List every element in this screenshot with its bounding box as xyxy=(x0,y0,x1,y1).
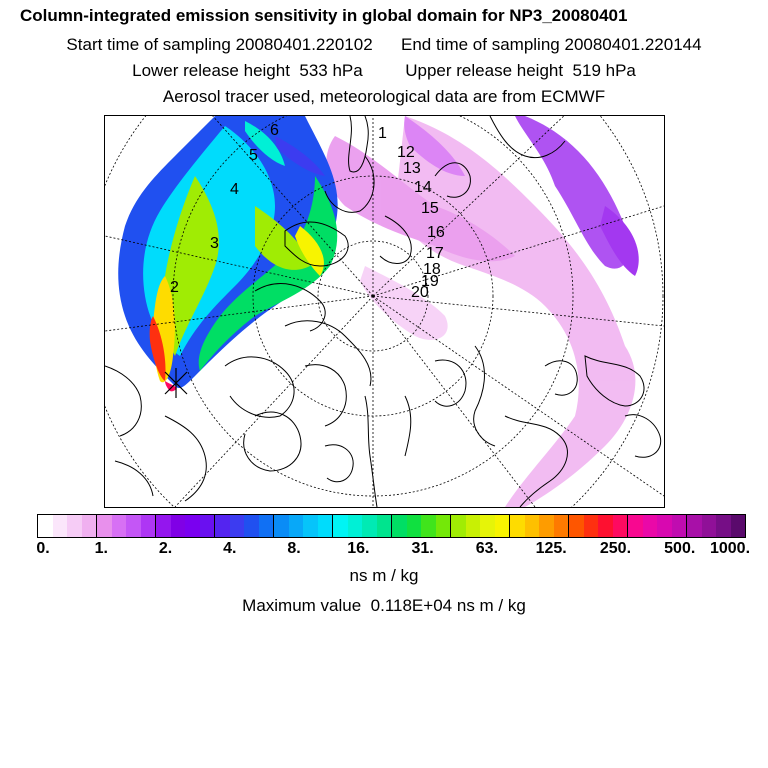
traj-label-13: 13 xyxy=(403,160,421,177)
colorbar-tick-label: 1. xyxy=(94,540,108,557)
max-value-number: 0.118E+04 xyxy=(370,596,453,615)
colorbar-swatch xyxy=(613,515,629,537)
traj-label-19: 19 xyxy=(421,273,439,290)
colorbar-swatch xyxy=(244,515,259,537)
colorbar-swatch xyxy=(628,515,643,537)
traj-label-1: 1 xyxy=(378,125,387,142)
colorbar-swatch xyxy=(480,515,495,537)
traj-label-4: 4 xyxy=(230,181,239,198)
colorbar-swatch xyxy=(362,515,377,537)
traj-label-18: 18 xyxy=(423,261,441,278)
traj-label-5: 5 xyxy=(249,147,258,164)
max-value-units: ns m / kg xyxy=(456,596,526,615)
maximum-value-line xyxy=(0,596,768,616)
traj-label-12: 12 xyxy=(397,144,415,161)
colorbar-units: ns m / kg xyxy=(349,566,419,585)
colorbar xyxy=(37,514,746,538)
max-value-label: Maximum value xyxy=(242,596,362,615)
release-height-row xyxy=(0,61,768,81)
plot-title: Column-integrated emission sensitivity in global domain for NP3_20080401 xyxy=(20,6,628,25)
colorbar-swatch xyxy=(377,515,393,537)
lower-height-label: Lower release height xyxy=(132,61,290,80)
colorbar-tick-label: 1000. xyxy=(709,540,751,557)
colorbar-swatch xyxy=(436,515,452,537)
end-time-label: End time of sampling xyxy=(401,35,560,54)
colorbar-swatch xyxy=(569,515,584,537)
colorbar-swatch xyxy=(38,515,53,537)
traj-label-17: 17 xyxy=(426,245,444,262)
colorbar-swatch xyxy=(67,515,82,537)
polar-map xyxy=(105,116,664,507)
colorbar-swatch xyxy=(598,515,613,537)
colorbar-swatch xyxy=(53,515,68,537)
colorbar-tick-label: 2. xyxy=(158,540,173,557)
colorbar-swatch xyxy=(539,515,554,537)
traj-label-15: 15 xyxy=(421,200,439,217)
colorbar-swatch xyxy=(259,515,275,537)
start-time-value: 20080401.220102 xyxy=(235,35,373,54)
colorbar-swatch xyxy=(185,515,200,537)
upper-height-value: 519 hPa xyxy=(572,61,636,80)
start-time-label: Start time of sampling xyxy=(66,35,231,54)
colorbar-swatch xyxy=(584,515,599,537)
traj-label-6: 6 xyxy=(270,122,279,139)
lower-height-value: 533 hPa xyxy=(299,61,363,80)
upper-height-label: Upper release height xyxy=(405,61,564,80)
traj-label-16: 16 xyxy=(427,224,445,241)
colorbar-tick-label: 0. xyxy=(36,540,50,557)
colorbar-swatch xyxy=(112,515,127,537)
sampling-time-row xyxy=(0,35,768,55)
traj-label-14: 14 xyxy=(414,179,432,196)
colorbar-swatch xyxy=(392,515,407,537)
colorbar-swatch xyxy=(303,515,318,537)
colorbar-tick-label: 63. xyxy=(475,540,499,557)
colorbar-swatch xyxy=(333,515,348,537)
colorbar-swatch xyxy=(451,515,466,537)
source-line: Aerosol tracer used, meteorological data are from ECMWF xyxy=(162,87,606,106)
colorbar-swatch xyxy=(126,515,141,537)
colorbar-swatch xyxy=(82,515,98,537)
colorbar-swatch xyxy=(672,515,688,537)
colorbar-swatch xyxy=(141,515,157,537)
traj-label-20: 20 xyxy=(411,284,429,301)
colorbar-tick-label: 4. xyxy=(223,540,237,557)
colorbar-swatch xyxy=(348,515,363,537)
colorbar-swatch xyxy=(525,515,540,537)
colorbar-swatch xyxy=(421,515,436,537)
colorbar-swatch xyxy=(510,515,525,537)
colorbar-swatch xyxy=(466,515,481,537)
colorbar-swatch xyxy=(200,515,216,537)
traj-label-2: 2 xyxy=(170,279,179,296)
colorbar-tick-label: 8. xyxy=(287,540,301,557)
colorbar-swatch xyxy=(495,515,511,537)
colorbar-tick-label: 500. xyxy=(664,540,696,557)
colorbar-swatch xyxy=(657,515,672,537)
colorbar-swatch xyxy=(702,515,717,537)
colorbar-swatch xyxy=(687,515,702,537)
colorbar-swatch xyxy=(230,515,245,537)
traj-label-3: 3 xyxy=(210,235,219,252)
colorbar-swatch xyxy=(407,515,422,537)
end-time-value: 20080401.220144 xyxy=(564,35,702,54)
emission-plume xyxy=(118,116,337,391)
colorbar-tick-label: 250. xyxy=(599,540,632,557)
colorbar-tick-label: 125. xyxy=(535,540,567,557)
colorbar-swatch xyxy=(156,515,171,537)
colorbar-tick-label: 16. xyxy=(347,540,370,557)
colorbar-swatch xyxy=(731,515,746,537)
colorbar-swatch xyxy=(274,515,289,537)
colorbar-swatch xyxy=(97,515,112,537)
colorbar-swatch xyxy=(716,515,731,537)
map-panel xyxy=(104,115,665,508)
colorbar-swatch xyxy=(215,515,230,537)
colorbar-tick-label: 31. xyxy=(411,540,434,557)
colorbar-swatch xyxy=(318,515,334,537)
colorbar-swatch xyxy=(643,515,658,537)
colorbar-swatch xyxy=(554,515,570,537)
colorbar-swatch xyxy=(289,515,304,537)
colorbar-swatch xyxy=(171,515,186,537)
